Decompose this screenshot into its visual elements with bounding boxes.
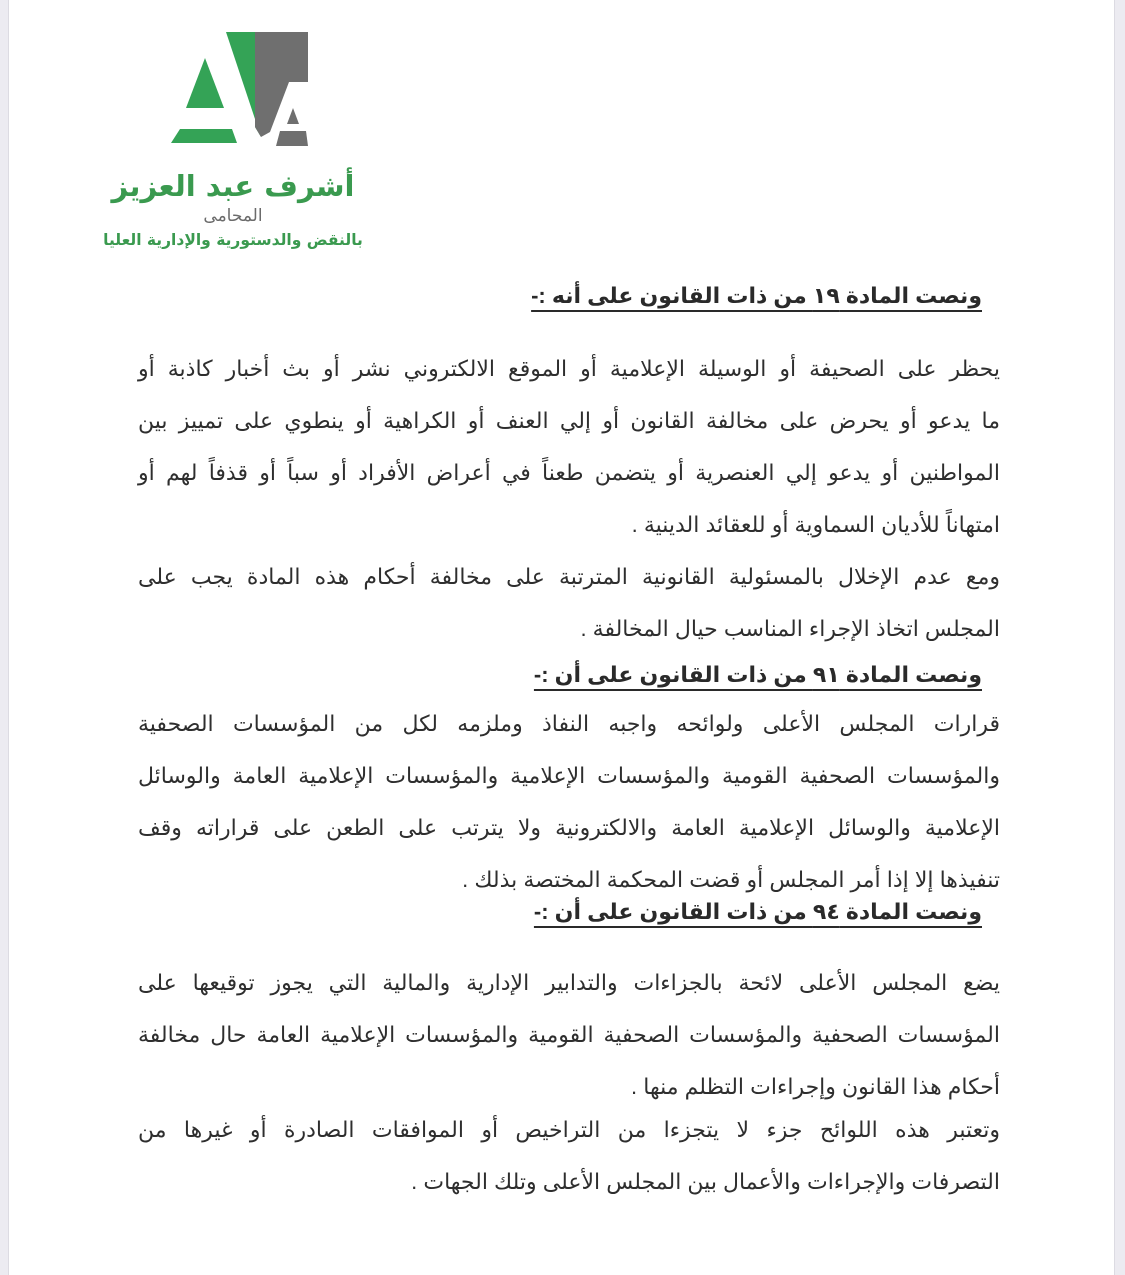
- text-line: وتعتبر هذه اللوائح جزء لا يتجزءا من التراخيص أو الموافقات الصادرة أو غيرها من: [138, 1117, 1000, 1142]
- article-94-heading: ونصت المادة ٩٤ من ذات القانون على أن :-: [533, 899, 982, 924]
- article-94-paragraph-2: [138, 1104, 1000, 1208]
- text-line: امتهاناً للأديان السماوية أو للعقائد الدينية .: [631, 512, 1000, 537]
- document-page: [8, 0, 1115, 1275]
- lawyer-specialization: بالنقض والدستورية والإدارية العليا: [103, 231, 363, 249]
- text-line: أحكام هذا القانون وإجراءات التظلم منها .: [631, 1074, 1000, 1099]
- text-line: قرارات المجلس الأعلى ولوائحه واجبه النفاذ وملزمه لكل من المؤسسات الصحفية: [138, 711, 1000, 736]
- text-line: المؤسسات الصحفية والمؤسسات الصحفية القومية والمؤسسات الإعلامية العامة حال مخالفة: [138, 1022, 1000, 1047]
- text-line: ما يدعو أو يحرض على مخالفة القانون أو إلي العنف أو الكراهية أو ينطوي على تمييز بين: [138, 408, 1000, 433]
- text-line: يضع المجلس الأعلى لائحة بالجزاءات والتدابير الإدارية والمالية التي يجوز توقيعها على: [138, 970, 1000, 995]
- article-94-paragraph-1: [138, 957, 1000, 1113]
- text-line: المجلس اتخاذ الإجراء المناسب حيال المخالفة .: [580, 616, 1000, 641]
- article-91-heading: ونصت المادة ٩١ من ذات القانون على أن :-: [533, 662, 982, 687]
- text-line: تنفيذها إلا إذا أمر المجلس أو قضت المحكمة المختصة بذلك .: [462, 867, 1000, 892]
- text-line: ومع عدم الإخلال بالمسئولية القانونية المترتبة على مخالفة أحكام هذه المادة يجب على: [138, 564, 1000, 589]
- lawyer-title: المحامى: [203, 206, 263, 226]
- article-19-heading: ونصت المادة ١٩ من ذات القانون على أنه :-: [531, 283, 982, 308]
- text-line: يحظر على الصحيفة أو الوسيلة الإعلامية أو الموقع الالكتروني نشر أو بث أخبار كاذبة أو: [138, 356, 1000, 381]
- article-19-paragraph-2: [138, 551, 1000, 655]
- text-line: المواطنين أو يدعو إلي العنصرية أو يتضمن طعناً في أعراض الأفراد أو سباً أو قذفاً لهم أو: [138, 460, 1000, 485]
- text-line: والمؤسسات الصحفية القومية والمؤسسات الإعلامية والمؤسسات الإعلامية العامة والوسائل: [138, 763, 1000, 788]
- text-line: الإعلامية والوسائل الإعلامية العامة والالكترونية ولا يترتب على الطعن على قراراته وقف: [138, 815, 1000, 840]
- text-line: التصرفات والإجراءات والأعمال بين المجلس الأعلى وتلك الجهات .: [411, 1169, 1000, 1194]
- law-firm-logo-icon: [163, 28, 313, 150]
- article-91-paragraph-1: [138, 698, 1000, 906]
- article-19-paragraph-1: [138, 343, 1000, 551]
- lawyer-name: أشرف عبد العزيز: [111, 169, 355, 203]
